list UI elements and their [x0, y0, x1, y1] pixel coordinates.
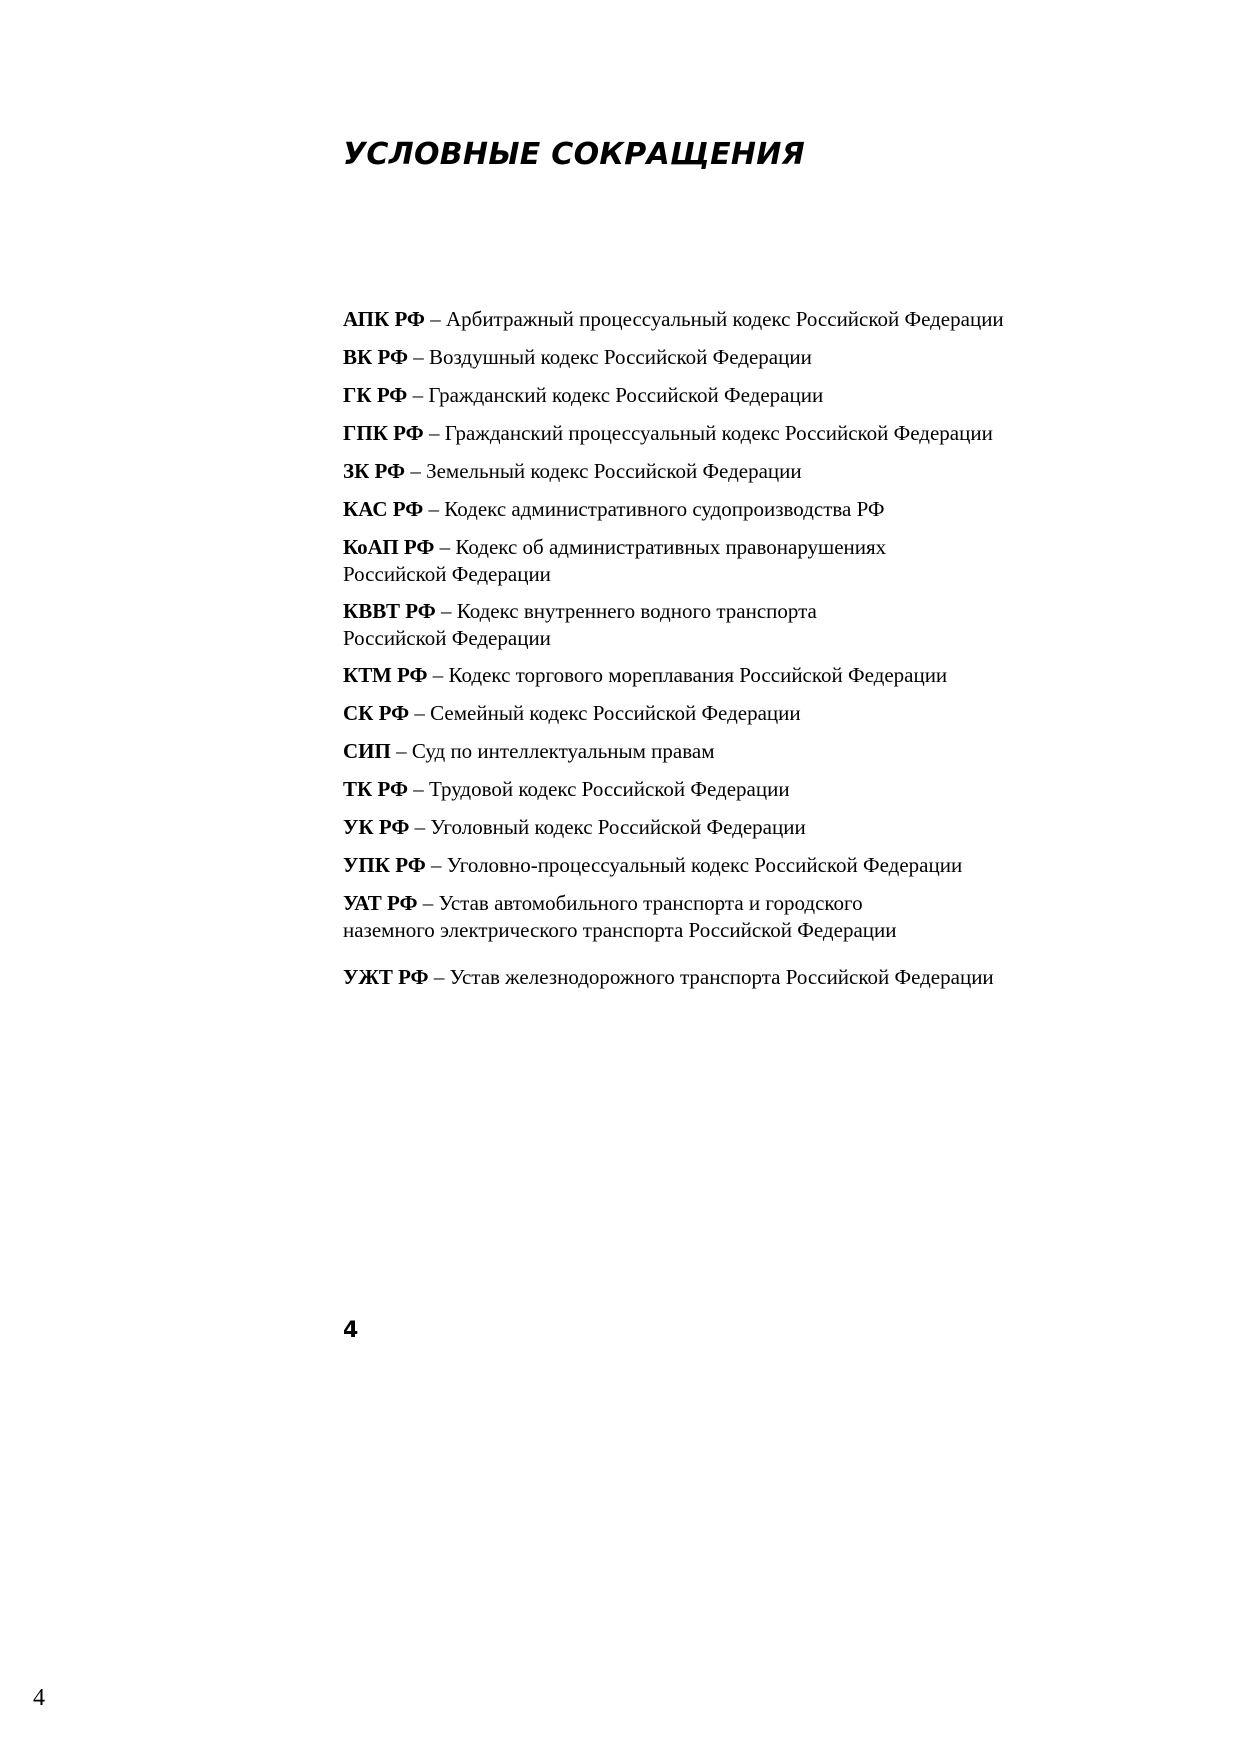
separator-dash: – — [410, 459, 421, 483]
abbreviation-code: КоАП РФ — [343, 535, 435, 559]
abbreviation-definition: Кодекс об административных правонарушениях — [455, 535, 887, 559]
inner-page-number: 4 — [343, 1318, 359, 1343]
abbreviation-code: УЖТ РФ — [343, 965, 429, 989]
separator-dash: – — [422, 891, 434, 915]
abbreviation-definition: Кодекс внутреннего водного транспорта — [456, 599, 817, 623]
abbreviation-definition: Трудовой кодекс Российской Федерации — [429, 777, 790, 801]
separator-dash: – — [414, 701, 425, 725]
abbreviation-item — [343, 420, 1063, 447]
separator-dash: – — [428, 497, 440, 521]
abbreviation-definition: Воздушный кодекс Российской Федерации — [429, 345, 812, 369]
separator-dash: – — [414, 815, 426, 839]
abbreviation-item — [343, 458, 1063, 485]
separator-dash: – — [413, 345, 424, 369]
abbreviation-code: АПК РФ — [343, 307, 425, 331]
abbreviation-definition-continued: наземного электрического транспорта Российской Федерации — [343, 918, 897, 942]
separator-dash: – — [432, 663, 444, 687]
abbreviation-item — [343, 382, 1063, 409]
abbreviation-code: ТК РФ — [343, 777, 408, 801]
abbreviation-definition: Суд по интеллектуальным правам — [411, 739, 715, 763]
separator-dash: – — [396, 739, 407, 763]
abbreviation-code: УК РФ — [343, 815, 410, 839]
abbreviation-definition: Кодекс административного судопроизводства РФ — [444, 497, 885, 521]
abbreviation-code: СИП — [343, 739, 391, 763]
abbreviations-list — [343, 306, 1063, 1002]
abbreviation-item — [343, 344, 1063, 371]
abbreviation-item — [343, 852, 1063, 879]
abbreviation-definition-continued: Российской Федерации — [343, 626, 551, 650]
abbreviation-item — [343, 534, 1063, 588]
abbreviation-item — [343, 776, 1063, 803]
separator-dash: – — [428, 421, 440, 445]
abbreviation-code: УАТ РФ — [343, 891, 418, 915]
separator-dash: – — [413, 777, 424, 801]
separator-dash: – — [439, 535, 451, 559]
abbreviation-code: ГК РФ — [343, 383, 408, 407]
abbreviation-definition: Семейный кодекс Российской Федерации — [430, 701, 801, 725]
abbreviation-definition: Устав железнодорожного транспорта Российской Федерации — [449, 965, 994, 989]
abbreviation-item — [343, 306, 1063, 333]
separator-dash: – — [433, 965, 445, 989]
abbreviation-item — [343, 964, 1063, 991]
abbreviation-item — [343, 662, 1063, 689]
abbreviation-code: КАС РФ — [343, 497, 424, 521]
page-number: 4 — [33, 1685, 45, 1711]
separator-dash: – — [440, 599, 452, 623]
abbreviation-definition: Гражданский кодекс Российской Федерации — [428, 383, 824, 407]
page-title: УСЛОВНЫЕ СОКРАЩЕНИЯ — [343, 137, 806, 172]
abbreviation-definition: Кодекс торгового мореплавания Российской Федерации — [448, 663, 948, 687]
abbreviation-item — [343, 700, 1063, 727]
abbreviation-item — [343, 598, 1063, 652]
abbreviation-code: ГПК РФ — [343, 421, 424, 445]
abbreviation-code: КТМ РФ — [343, 663, 428, 687]
abbreviation-item — [343, 814, 1063, 841]
abbreviation-code: УПК РФ — [343, 853, 426, 877]
abbreviation-definition-continued: Российской Федерации — [343, 562, 551, 586]
abbreviation-definition: Земельный кодекс Российской Федерации — [426, 459, 802, 483]
abbreviation-definition: Уголовно-процессуальный кодекс Российской Федерации — [446, 853, 963, 877]
abbreviation-code: ВК РФ — [343, 345, 408, 369]
abbreviation-item — [343, 496, 1063, 523]
abbreviation-item — [343, 738, 1063, 765]
separator-dash: – — [412, 383, 424, 407]
abbreviation-code: СК РФ — [343, 701, 410, 725]
abbreviation-definition: Арбитражный процессуальный кодекс Российской Федерации — [445, 307, 1004, 331]
abbreviation-code: КВВТ РФ — [343, 599, 436, 623]
abbreviation-item — [343, 890, 1063, 944]
abbreviation-definition: Устав автомобильного транспорта и городского — [438, 891, 863, 915]
separator-dash: – — [430, 307, 441, 331]
separator-dash: – — [430, 853, 442, 877]
abbreviation-definition: Гражданский процессуальный кодекс Российской Федерации — [444, 421, 993, 445]
abbreviation-definition: Уголовный кодекс Российской Федерации — [430, 815, 806, 839]
abbreviation-code: ЗК РФ — [343, 459, 406, 483]
